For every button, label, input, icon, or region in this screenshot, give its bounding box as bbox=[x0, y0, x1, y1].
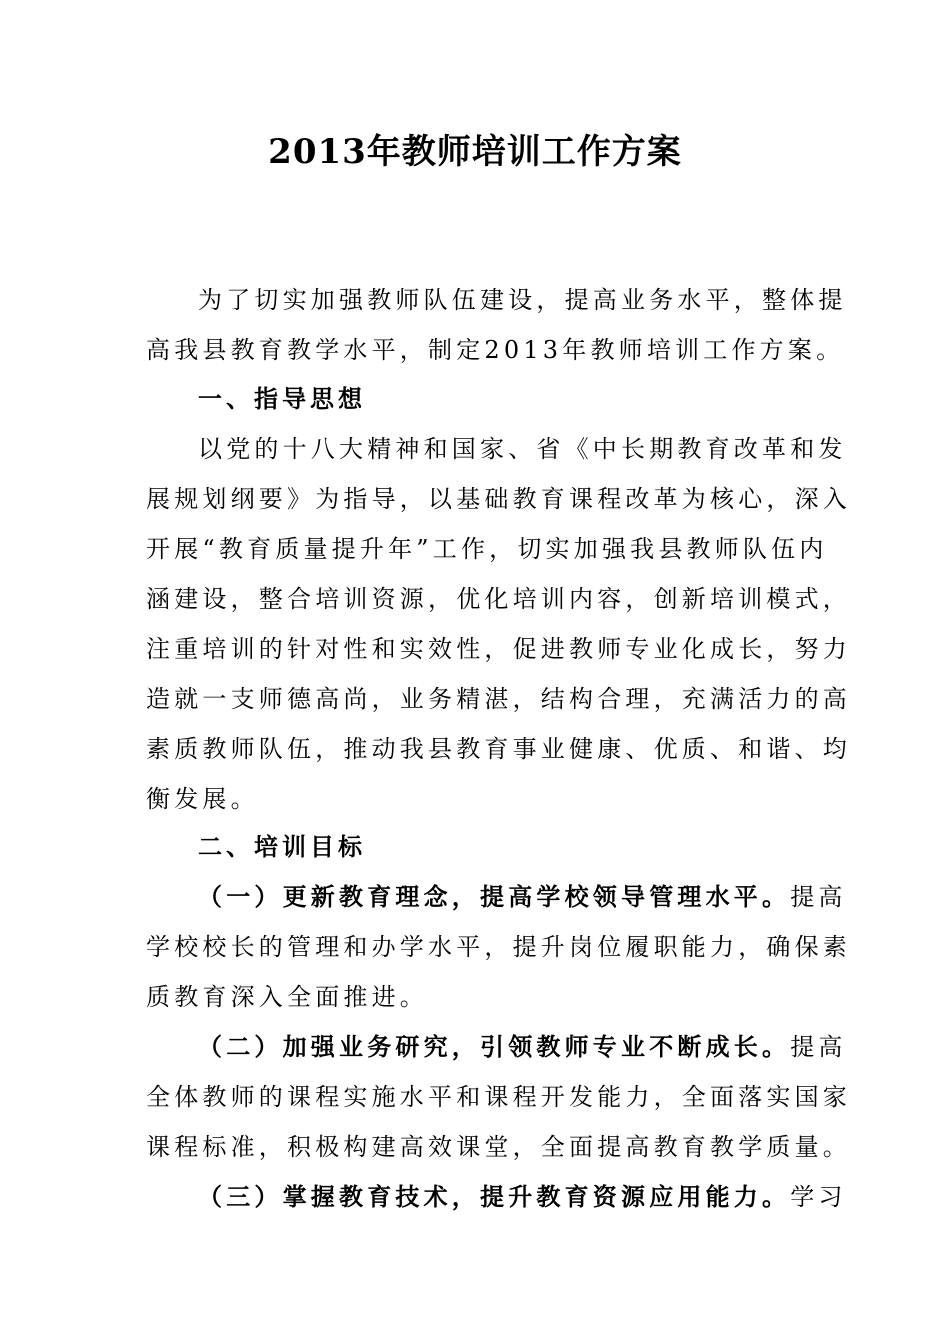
paragraph-line: 展规划纲要》为指导，以基础教育课程改革为核心，深入 bbox=[146, 485, 851, 513]
paragraph-line: 课程标准，积极构建高效课堂，全面提高教育教学质量。 bbox=[146, 1133, 851, 1161]
paragraph-line: 造就一支师德高尚，业务精湛，结构合理，充满活力的高 bbox=[146, 685, 851, 713]
goal-item-3 bbox=[146, 1172, 847, 1222]
guiding-thought-paragraph bbox=[146, 424, 851, 824]
intro-line: 为了切实加强教师队伍建设，提高业务水平，整体提 bbox=[198, 286, 847, 314]
paragraph-line: 全体教师的课程实施水平和课程开发能力，全面落实国家 bbox=[146, 1083, 851, 1111]
paragraph-line: 衡发展。 bbox=[146, 785, 259, 813]
goal-item-text: 提高 bbox=[790, 883, 847, 911]
intro-paragraph bbox=[146, 275, 847, 375]
section-heading-text: 一、指导思想 bbox=[198, 384, 366, 413]
paragraph-line: 素质教师队伍，推动我县教育事业健康、优质、和谐、均 bbox=[146, 735, 851, 763]
section-heading-guiding-thought bbox=[146, 374, 806, 424]
paragraph-line: 以党的十八大精神和国家、省《中长期教育改革和发 bbox=[198, 435, 847, 463]
paragraph-line: 注重培训的针对性和实效性，促进教师专业化成长，努力 bbox=[146, 635, 851, 663]
goal-item-title: （二）加强业务研究，引领教师专业不断成长。 bbox=[198, 1032, 791, 1061]
paragraph-line: 涵建设，整合培训资源，优化培训内容，创新培训模式， bbox=[146, 585, 851, 613]
section-heading-training-goals bbox=[146, 822, 806, 872]
goal-item-2 bbox=[146, 1022, 851, 1172]
goal-item-text: 提高 bbox=[790, 1033, 847, 1061]
goal-item-text: 学习 bbox=[790, 1183, 847, 1211]
goal-item-first-line bbox=[146, 1022, 847, 1072]
section-heading-text: 二、培训目标 bbox=[198, 832, 366, 861]
intro-line: 高我县教育教学水平，制定2013年教师培训工作方案。 bbox=[146, 336, 845, 364]
goal-item-title: （一）更新教育理念，提高学校领导管理水平。 bbox=[198, 882, 791, 911]
paragraph-line: 质教育深入全面推进。 bbox=[146, 983, 428, 1011]
paragraph-line: 开展“教育质量提升年”工作，切实加强我县教师队伍内 bbox=[146, 535, 828, 563]
goal-item-1 bbox=[146, 872, 851, 1022]
goal-item-first-line bbox=[146, 872, 847, 922]
paragraph-line: 学校校长的管理和办学水平，提升岗位履职能力，确保素 bbox=[146, 933, 851, 961]
document-title: 2013年教师培训工作方案 bbox=[268, 132, 682, 172]
goal-item-title: （三）掌握教育技术，提升教育资源应用能力。 bbox=[198, 1182, 791, 1211]
goal-item-first-line bbox=[146, 1172, 847, 1222]
